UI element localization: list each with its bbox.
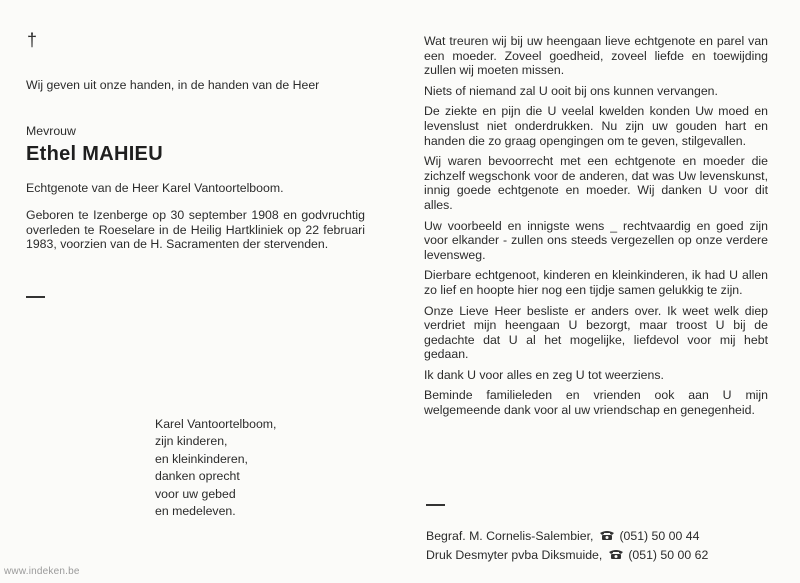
family-line: en kleinkinderen,	[155, 451, 248, 466]
telephone-icon	[599, 528, 615, 539]
credits-block	[426, 527, 708, 565]
credit-line	[426, 546, 708, 565]
verse-paragraph: Onze Lieve Heer besliste er anders over. Ik weet welk diep verdriet mijn heengaan U bezorgt, maar troost U bij de gedachte dat U al het mogelijke, liefdevol voor mij hebt gedaan.	[424, 303, 768, 362]
credit-label: Begraf. M. Cornelis-Salembier,	[426, 529, 594, 543]
credit-phone: (051) 50 00 62	[628, 548, 709, 562]
divider	[426, 504, 445, 506]
watermark: www.indeken.be	[4, 566, 80, 577]
verse-paragraph: Beminde familieleden en vrienden ook aan U mijn welgemeende dank voor al uw vriendschap en genegenheid.	[424, 388, 768, 418]
credit-label: Druk Desmyter pvba Diksmuide,	[426, 548, 603, 562]
verse-paragraph: Niets of niemand zal U ooit bij ons kunnen vervangen.	[424, 83, 718, 98]
credit-phone: (051) 50 00 44	[619, 529, 700, 543]
family-line: danken oprecht	[155, 469, 240, 484]
verse-paragraph: Wij waren bevoorrecht met een echtgenote en moeder die zichzelf wegschonk voor de anderen, dat was Uw levenskunst, innig goede echtgenote en moeder. Wij danken U voor dit alles.	[424, 154, 768, 212]
family-line: Karel Vantoortelboom,	[155, 417, 277, 431]
family-line: en medeleven.	[155, 504, 236, 519]
title-prefix: Mevrouw	[26, 124, 76, 138]
birth-death-text: Geboren te Izenberge op 30 september 1908 en godvruchtig overleden te Roeselare in de Heilig Hartkliniek op 22 februari 1983, voorzien van de H. Sacramenten der stervenden.	[26, 208, 365, 252]
spouse-text: Echtgenote van de Heer Karel Vantoortelboom.	[26, 181, 284, 195]
cross-icon: †	[27, 30, 38, 50]
verse-paragraph: Dierbare echtgenoot, kinderen en kleinkinderen, ik had U allen zo lief en hoopte hier nog een tijdje samen gelukkig te zijn.	[424, 268, 768, 297]
verse-column	[424, 34, 768, 424]
verse-paragraph: Wat treuren wij bij uw heengaan lieve echtgenote en parel van een moeder. Zoveel goedheid, zoveel liefde en toewijding zullen wij moeten missen.	[424, 34, 768, 78]
family-line: voor uw gebed	[155, 486, 236, 501]
verse-paragraph: De ziekte en pijn die U veelal kwelden konden Uw moed en levenslust niet onderdrukken. Nu zijn uw gouden hart en handen die zo graag opengingen om te geven, stilgevallen.	[424, 104, 768, 148]
divider	[26, 296, 45, 298]
telephone-icon	[608, 547, 624, 558]
intro-text: Wij geven uit onze handen, in de handen van de Heer	[26, 78, 320, 92]
verse-paragraph: Uw voorbeeld en innigste wens _ rechtvaardig en goed zijn voor elkander - zullen ons steeds vergezellen op onze verdere levensweg.	[424, 218, 768, 262]
verse-paragraph: Ik dank U voor alles en zeg U tot weerziens.	[424, 367, 664, 382]
family-block	[155, 416, 276, 520]
family-line: zijn kinderen,	[155, 434, 228, 449]
deceased-name: Ethel MAHIEU	[26, 143, 163, 165]
credit-line	[426, 527, 708, 546]
